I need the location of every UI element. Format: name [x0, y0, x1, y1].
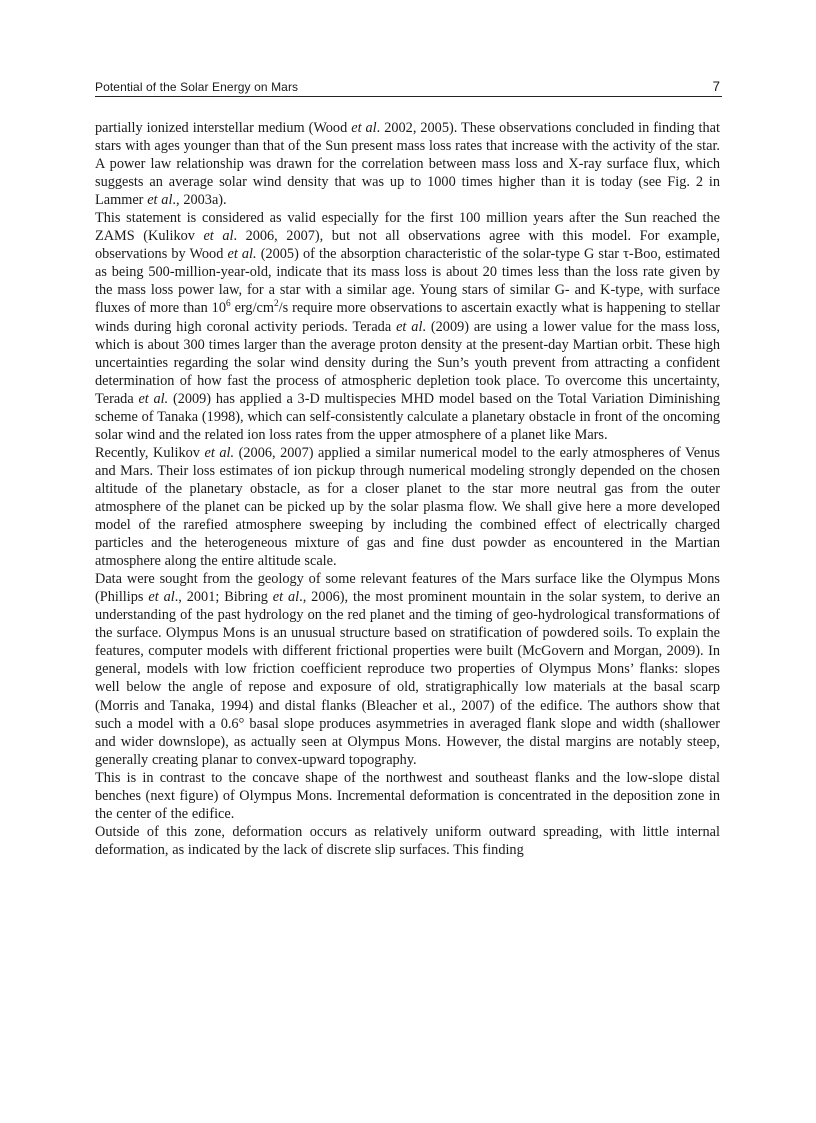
text-run: . (2009) are using a lower value for the mass loss, which is about 300 times larger than the average proton density at the present-day Martian orbit. These high uncertainties regarding the solar wind density during the Sun’s youth prevent from attracting a confident determination of how fast the process of atmospheric depletion took place. To overcome this uncertainty, Terada — [95, 318, 721, 407]
text-run: . 2006, 2007), but not all observations agree with this model. For example, observations by Wood — [95, 228, 721, 263]
text-run: /s require more observations to ascertain exactly what is happening to stellar winds during high coronal activity periods. Terada — [95, 300, 721, 335]
text-run: Recently, Kulikov — [95, 444, 205, 461]
text-run: ., 2001; Bibring — [174, 589, 273, 606]
text-run: et al. — [204, 444, 235, 461]
text-run: et al — [272, 589, 300, 606]
text-run: (2006, 2007) applied a similar numerical model to the early atmospheres of Venus and Mars. Their loss estimates of ion pickup through numerical modeling strongly depended on the chosen altitude of the planetary obstacle, as for a closer planet to the star more neutral gas from the outer atmosphere of the planet can be picked up by the solar plasma flow. We shall give here a more developed model of the rarefied atmosphere sweeping by including the combined effect of electrically charged particles and the heterogeneous mixture of gas and fine dust powder as encountered in the Martian atmosphere along the entire altitude scale. — [95, 444, 720, 570]
text-run: 2 — [274, 299, 279, 310]
paragraph-2 — [95, 209, 720, 444]
text-run: et al — [396, 318, 423, 335]
text-run: et al. — [227, 246, 257, 263]
text-run: partially ionized interstellar medium (Wood — [95, 120, 352, 136]
text-run: . 2002, 2005). These observations concluded in finding that stars with ages younger than that of the Sun present mass loss rates that increase with the activity of the star. A power law relationship was drawn for the correlation between mass loss and X-ray surface flux, which suggests an average solar wind density that was up to 1000 times higher than it is today (see Fig. 2 in Lammer — [95, 120, 720, 209]
paragraph-3 — [95, 444, 720, 570]
text-run: This is in contrast to the concave shape of the northwest and southeast flanks and the low-slope distal benches (next figure) of Olympus Mons. Incremental deformation is concentrated in the deposition zone in the center of the edifice. — [95, 769, 720, 822]
text-run: Outside of this zone, deformation occurs as relatively uniform outward spreading, with little internal deformation, as indicated by the lack of discrete slip surfaces. This finding — [95, 823, 720, 858]
text-run: erg/cm — [230, 300, 275, 317]
paragraph-1 — [95, 119, 720, 209]
text-run: 6 — [225, 299, 231, 310]
text-run: This statement is considered as valid especially for the first 100 million years after the Sun reached the ZAMS (Kulikov — [95, 210, 720, 245]
running-header — [95, 79, 722, 97]
text-run: ., 2003a). — [172, 192, 227, 209]
text-run: et al — [203, 228, 234, 245]
text-run: Data were sought from the geology of some relevant features of the Mars surface like the Olympus Mons (Phillips — [95, 571, 720, 606]
paragraph-5 — [95, 769, 720, 823]
body-text — [95, 119, 720, 859]
running-header-title: Potential of the Solar Energy on Mars — [95, 80, 299, 94]
text-run: et al — [147, 192, 173, 209]
text-run: et al. — [138, 390, 169, 407]
paragraph-6 — [95, 823, 720, 859]
text-run: (2005) of the absorption characteristic of the solar-type G star τ-Boo, estimated as being 500-million-year-old, indicate that its mass loss is about 20 times less than the loss rate given by the mass loss power law, for a star with a similar age. Young stars of similar G- and K-type, with surface fluxes of more than 10 — [95, 246, 721, 317]
text-run: ., 2006), the most prominent mountain in the solar system, to derive an understanding of the past hydrology on the red planet and the timing of geo-hydrological transformations of the surface. Olympus Mons is an unusual structure based on stratification of powdered soils. To explain the features, computer models with different frictional properties were built (McGovern and Morgan, 2009). In general, models with low friction coefficient reproduce two properties of Olympus Mons’ flanks: slopes well below the angle of repose and exposure of old, stratigraphically low materials at the basal scarp (Morris and Tanaka, 1994) and distal flanks (Bleacher et al., 2007) of the edifice. The authors show that such a model with a 0.6° basal slope produces asymmetries in averaged flank slope and width (shallower and wider downslope), as actually seen at Olympus Mons. However, the distal margins are notably steep, generally creating planar to convex-upward topography. — [95, 589, 720, 768]
text-run: (2009) has applied a 3-D multispecies MHD model based on the Total Variation Diminishing scheme of Tanaka (1998), which can self-consistently calculate a planetary obstacle in front of the oncoming solar wind and the related ion loss rates from the upper atmosphere of a planet like Mars. — [95, 390, 721, 443]
text-run: et al — [148, 589, 175, 606]
paragraph-4 — [95, 570, 720, 769]
page-number: 7 — [712, 79, 720, 94]
text-run: et al — [351, 120, 377, 136]
